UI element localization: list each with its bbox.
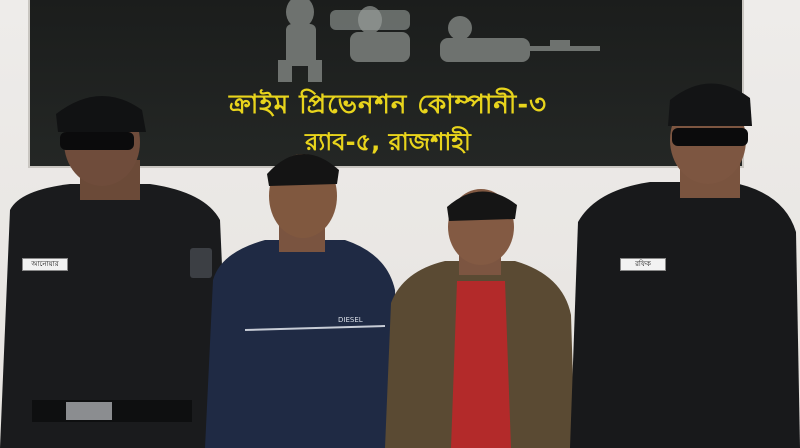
officer-right-name-tag: রফিক bbox=[620, 258, 666, 271]
banner-subtitle: র‍্যাব-৫, রাজশাহী bbox=[305, 128, 471, 156]
banner-title: ক্রাইম প্রিভেনশন কোম্পানী-৩ bbox=[228, 90, 548, 120]
suspect-blue-jacket bbox=[205, 140, 400, 448]
suspect-olive-jacket bbox=[385, 185, 575, 448]
soldiers-silhouette-art bbox=[220, 0, 620, 90]
suspect-jacket-logo: DIESEL bbox=[338, 316, 363, 324]
officer-left-name-tag: আনোয়ার bbox=[22, 258, 68, 271]
officer-right bbox=[570, 72, 800, 448]
